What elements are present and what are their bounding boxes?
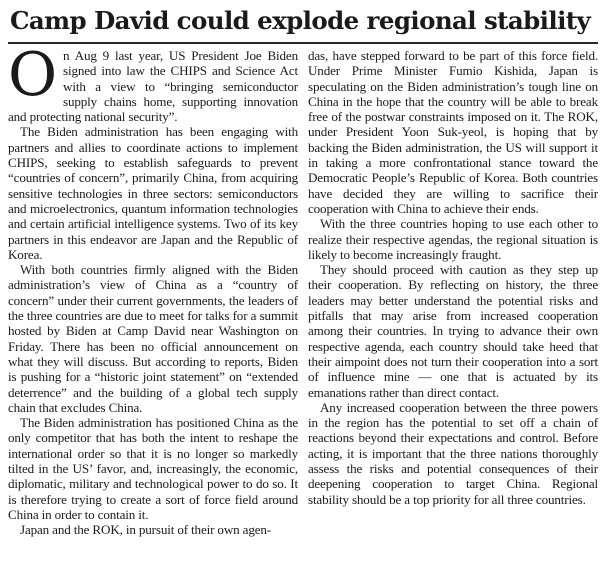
right-column [308, 48, 598, 538]
paragraph-1 [8, 40, 298, 125]
paragraph-1-text: n Aug 9 last year, US President Joe Biden signed into law the CHIPS and Science Act with a view to “bringing semiconductor supply chains home, supporting innovation and protecting national security”. [8, 48, 298, 125]
headline-rule [8, 42, 598, 44]
left-column [8, 40, 298, 538]
paragraph-7: They should proceed with caution as they step up their cooperation. By reflecting on history, the three leaders may better understand the potential risks and pitfalls that may arise from increased cooperation among their countries. In trying to advance their own respective agenda, each country should take heed that their aimpoint does not turn their cooperation into a sort of influence mine — one that is actuated by its emanations rather than direct contact. [308, 262, 598, 400]
drop-cap: O [8, 40, 58, 110]
headline: Camp David could explode regional stability [10, 6, 591, 35]
paragraph-5: Japan and the ROK, in pursuit of their own agen- [20, 522, 271, 538]
paragraph-3: With both countries firmly aligned with the Biden administration’s view of China as a “country of concern” under their current governments, the leaders of the three countries are due to meet for talks for a summit hosted by Biden at Camp David near Washington on Friday. There has been no official announcement on what they will discuss. But according to reports, Biden is pushing for a “historic joint statement” on “extended deterrence” and the building of a global tech supply chain that excludes China. [8, 262, 298, 415]
paragraph-5-continued: das, have stepped forward to be part of this force field. Under Prime Minister Fumio Kishida, Japan is speculating on the Biden administration’s tough line on China in the hope that the country will be able to break free of the postwar constraints imposed on it. The ROK, under President Yoon Suk-yeol, is hoping that by backing the Biden administration, the US will support it in taking a more confrontational stance toward the Democratic People’s Republic of Korea. Both countries have decided they are willing to sacrifice their cooperation with China to achieve their ends. [308, 48, 598, 216]
paragraph-6: With the three countries hoping to use each other to realize their respective agendas, the regional situation is likely to become increasingly fraught. [308, 216, 598, 262]
paragraph-2: The Biden administration has been engaging with partners and allies to coordinate actions to implement CHIPS, seeking to establish safeguards to prevent “countries of concern”, primarily China, from acquiring sensitive technologies in three sectors: semiconductors and microelectronics, quantum information technologies and certain artificial intelligence systems. Two of its key partners in this endeavor are Japan and the Republic of Korea. [8, 124, 298, 262]
article-body [8, 40, 598, 538]
paragraph-4: The Biden administration has positioned China as the only competitor that has both the intent to reshape the international order so that it is no longer so markedly tilted in the US’ favor, and, increasingly, the economic, diplomatic, military and technological power to do so. It is therefore trying to create a sort of force field around China in order to contain it. [8, 415, 298, 522]
paragraph-8: Any increased cooperation between the three powers in the region has the potential to set off a chain of reactions beyond their expectations and control. Before acting, it is important that the three nations thoroughly assess the risks and potential consequences of their deepening cooperation to target China. Regional stability should be a top priority for all three countries. [308, 399, 598, 507]
